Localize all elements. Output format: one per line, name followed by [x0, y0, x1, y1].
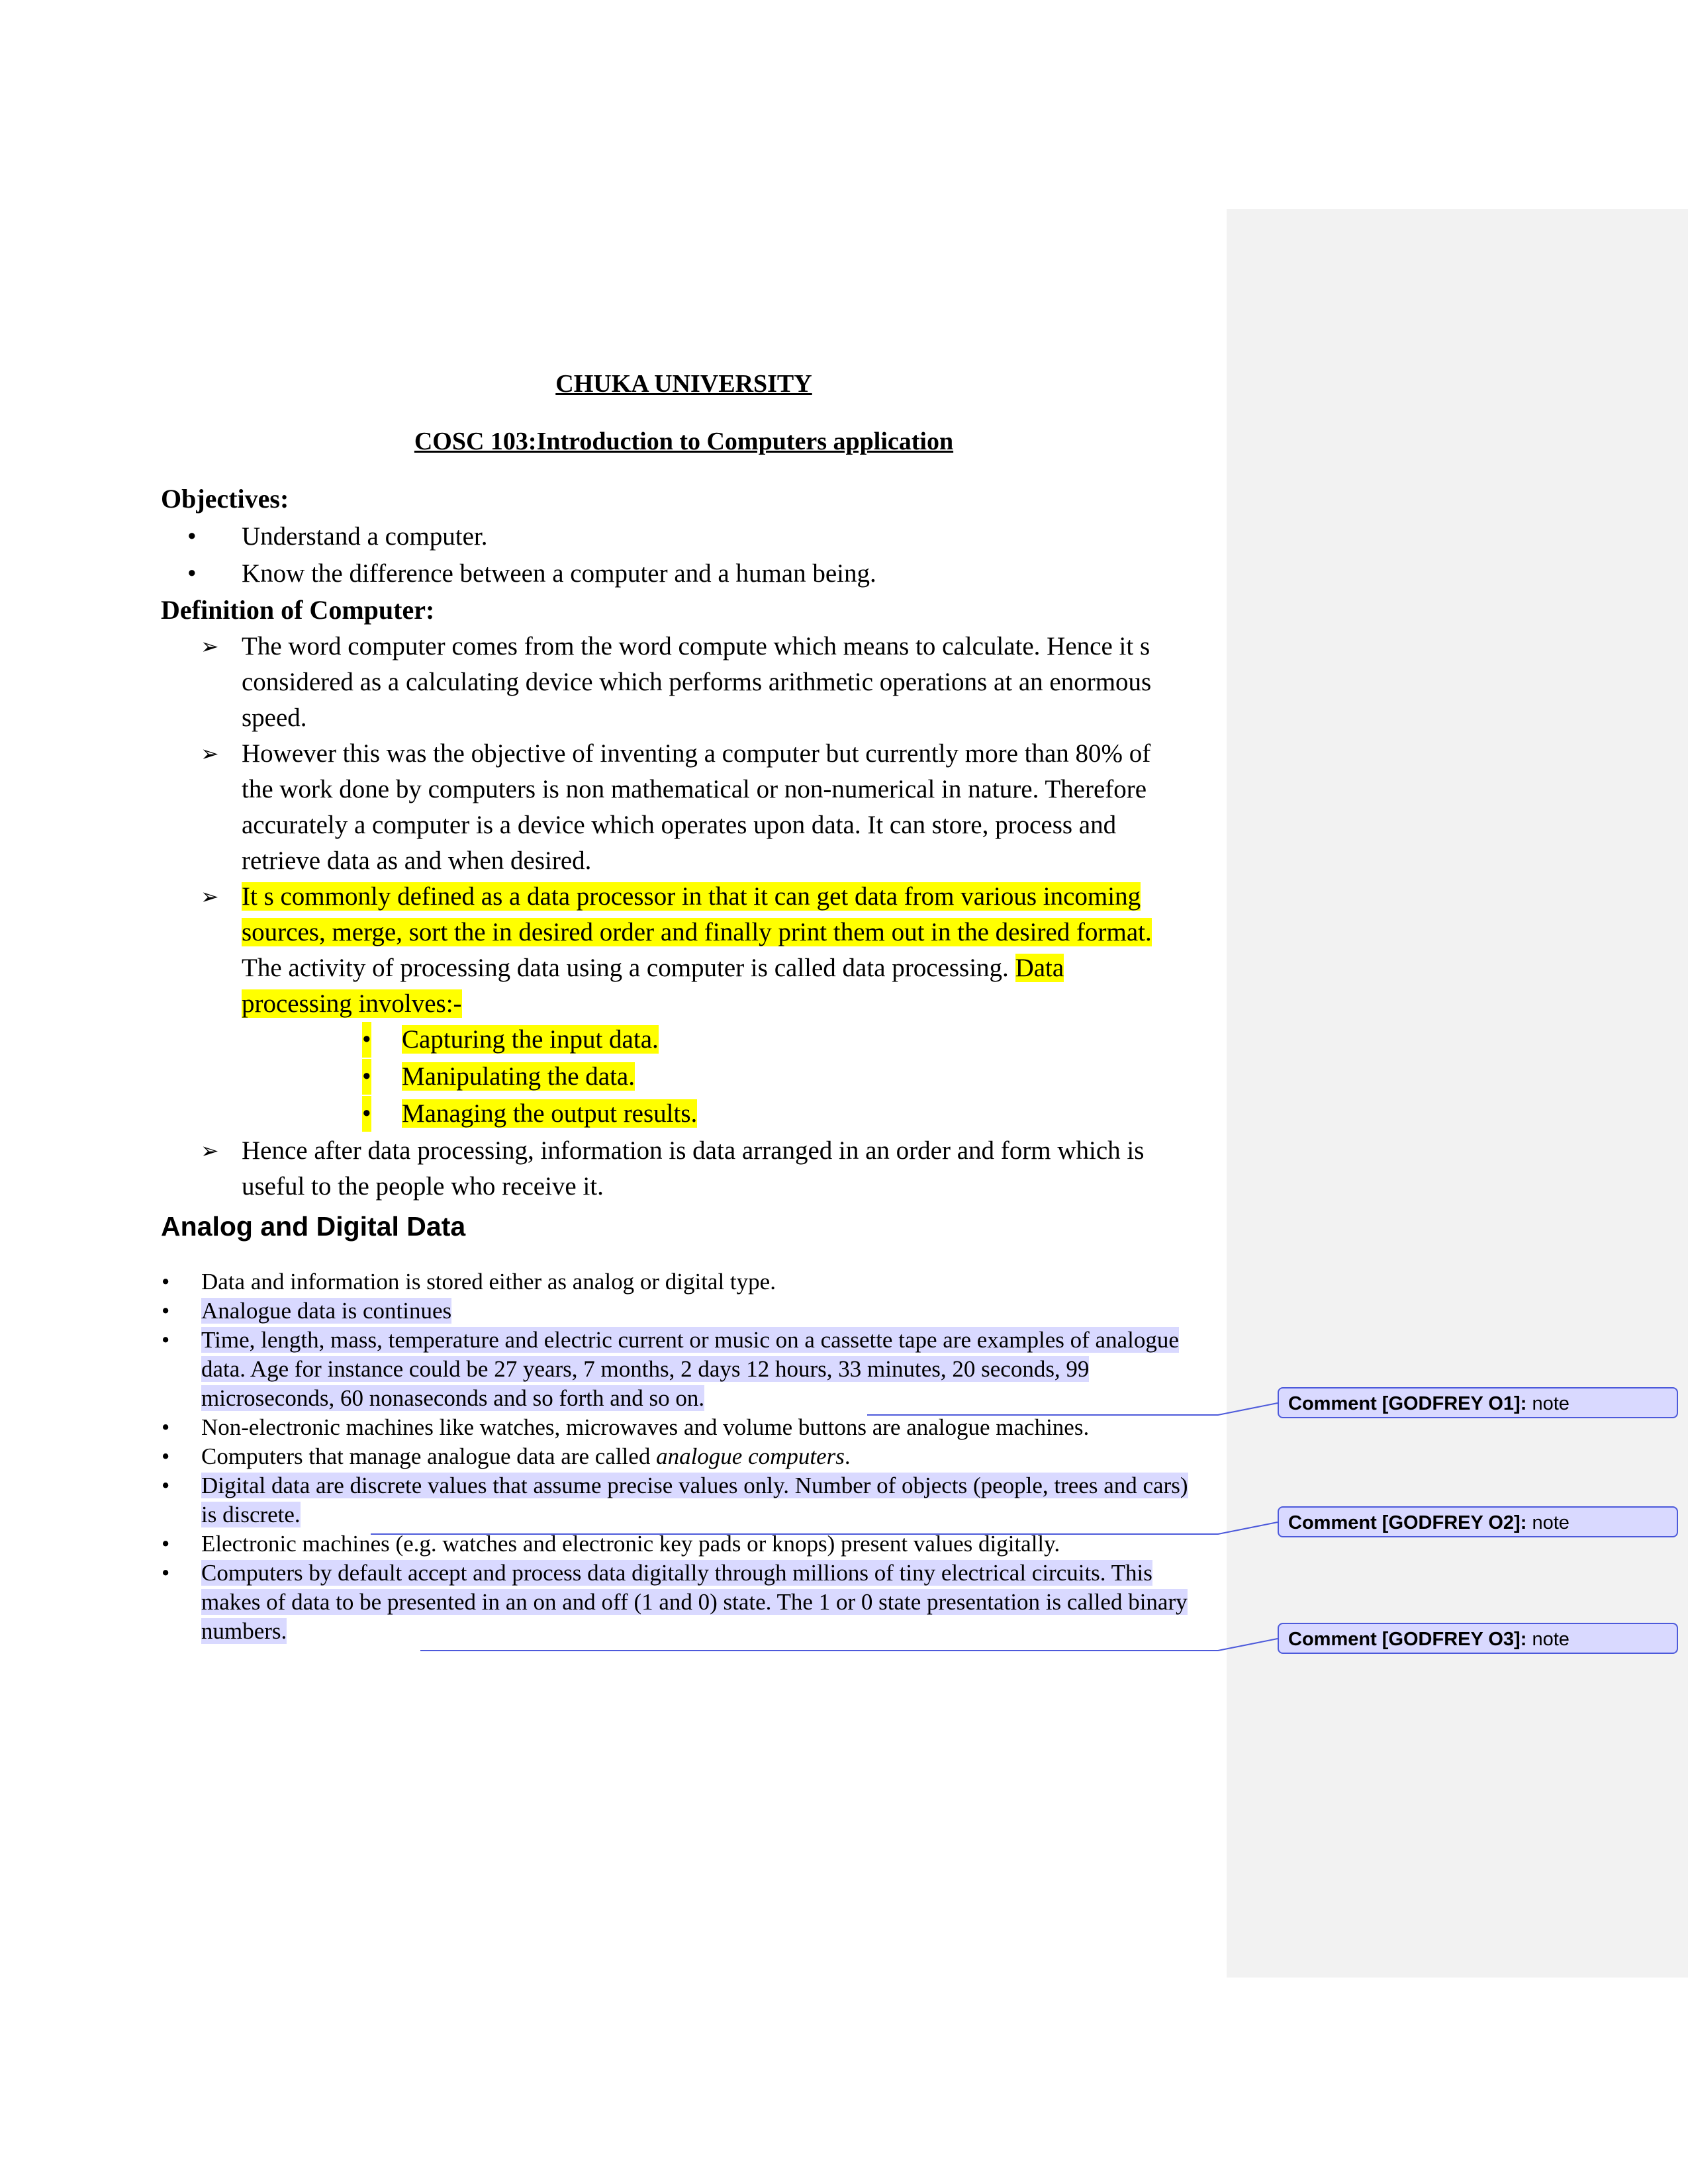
bullet-icon: •	[162, 1327, 170, 1353]
list-item: • Electronic machines (e.g. watches and electronic key pads or knops) present values digitally.	[201, 1529, 1207, 1559]
objectives-heading: Objectives:	[161, 484, 289, 514]
bullet-icon: •	[187, 522, 197, 551]
arrow-bullet-icon: ➢	[201, 1138, 219, 1163]
list-item: • Understand a computer.	[242, 519, 1208, 556]
list-item: Capturing the input data.	[402, 1025, 659, 1054]
list-item: ➢ It s commonly defined as a data processor in that it can get data from various incoming sources, merge, sort the in desired order and finally print them out in the desired format. The activity of processing data using a computer is called data processing. Data processing involves:-	[242, 879, 1168, 1022]
university-title: CHUKA UNIVERSITY	[555, 370, 812, 398]
bullet-icon: •	[162, 1531, 170, 1557]
comment-margin-pane	[1227, 209, 1688, 1978]
objectives-list	[187, 519, 1208, 592]
arrow-bullet-icon: ➢	[201, 884, 219, 909]
list-item: Manipulating the data.	[402, 1062, 635, 1091]
list-item: • Know the difference between a computer and a human being.	[242, 556, 1208, 592]
analog-list	[162, 1267, 1207, 1646]
bullet-icon: •	[362, 1022, 371, 1058]
comment-balloon-2[interactable]: Comment [GODFREY O2]: note	[1278, 1506, 1678, 1537]
highlighted-text: Data processing involves:-	[242, 954, 1064, 1018]
bullet-icon: •	[162, 1298, 170, 1324]
definition-list	[201, 629, 1168, 1205]
list-item: • Computers that manage analogue data are called analogue computers.	[201, 1442, 1207, 1471]
definition-heading: Definition of Computer:	[161, 595, 435, 625]
list-item	[162, 1326, 1207, 1413]
bullet-icon: •	[187, 559, 197, 588]
comment-balloon-3[interactable]: Comment [GODFREY O3]: note	[1278, 1623, 1678, 1654]
commented-text[interactable]: Computers by default accept and process data digitally through millions of tiny electrical circuits. This makes of data to be presented in an on and off (1 and 0) state. The 1 or 0 state presentation is called binary numbers.	[201, 1560, 1188, 1644]
list-item: • Data and information is stored either as analog or digital type.	[201, 1267, 1207, 1297]
commented-text[interactable]: Analogue data is continues	[201, 1298, 452, 1324]
bullet-icon: •	[162, 1473, 170, 1498]
highlighted-text: It s commonly defined as a data processor in that it can get data from various incoming sources, merge, sort the in desired order and finally print them out in the desired format.	[242, 882, 1152, 946]
list-item: • Non-electronic machines like watches, microwaves and volume buttons are analogue machines.	[201, 1413, 1207, 1442]
bullet-icon: •	[162, 1414, 170, 1440]
list-item	[162, 1471, 1207, 1529]
course-title: COSC 103:Introduction to Computers application	[414, 428, 954, 455]
processing-steps	[242, 1022, 1168, 1133]
analog-heading: Analog and Digital Data	[161, 1211, 466, 1242]
bullet-icon: •	[362, 1059, 371, 1095]
bullet-icon: •	[362, 1096, 371, 1132]
commented-text[interactable]: Digital data are discrete values that assume precise values only. Number of objects (people, trees and cars) is discrete.	[201, 1473, 1188, 1527]
list-item: Managing the output results.	[402, 1099, 698, 1128]
list-item	[162, 1559, 1207, 1646]
bullet-icon: •	[162, 1560, 170, 1586]
list-item: ➢ The word computer comes from the word compute which means to calculate. Hence it s considered as a calculating device which performs arithmetic operations at an enormous speed.	[242, 629, 1168, 736]
bullet-icon: •	[162, 1443, 170, 1469]
commented-text[interactable]: Time, length, mass, temperature and electric current or music on a cassette tape are examples of analogue data. Age for instance could be 27 years, 7 months, 2 days 12 hours, 33 minutes, 20 seconds, 99 microseconds, 60 nonaseconds and so forth and so on.	[201, 1327, 1179, 1411]
bullet-icon: •	[162, 1269, 170, 1295]
comment-balloon-1[interactable]: Comment [GODFREY O1]: note	[1278, 1387, 1678, 1418]
arrow-bullet-icon: ➢	[201, 741, 219, 766]
list-item: ➢ Hence after data processing, information is data arranged in an order and form which is useful to the people who receive it.	[242, 1133, 1168, 1205]
list-item	[162, 1297, 1207, 1326]
list-item: ➢ However this was the objective of inventing a computer but currently more than 80% of the work done by computers is non mathematical or non-numerical in nature. Therefore accurately a computer is a device which operates upon data. It can store, process and retrieve data as and when desired.	[242, 736, 1168, 879]
arrow-bullet-icon: ➢	[201, 633, 219, 659]
